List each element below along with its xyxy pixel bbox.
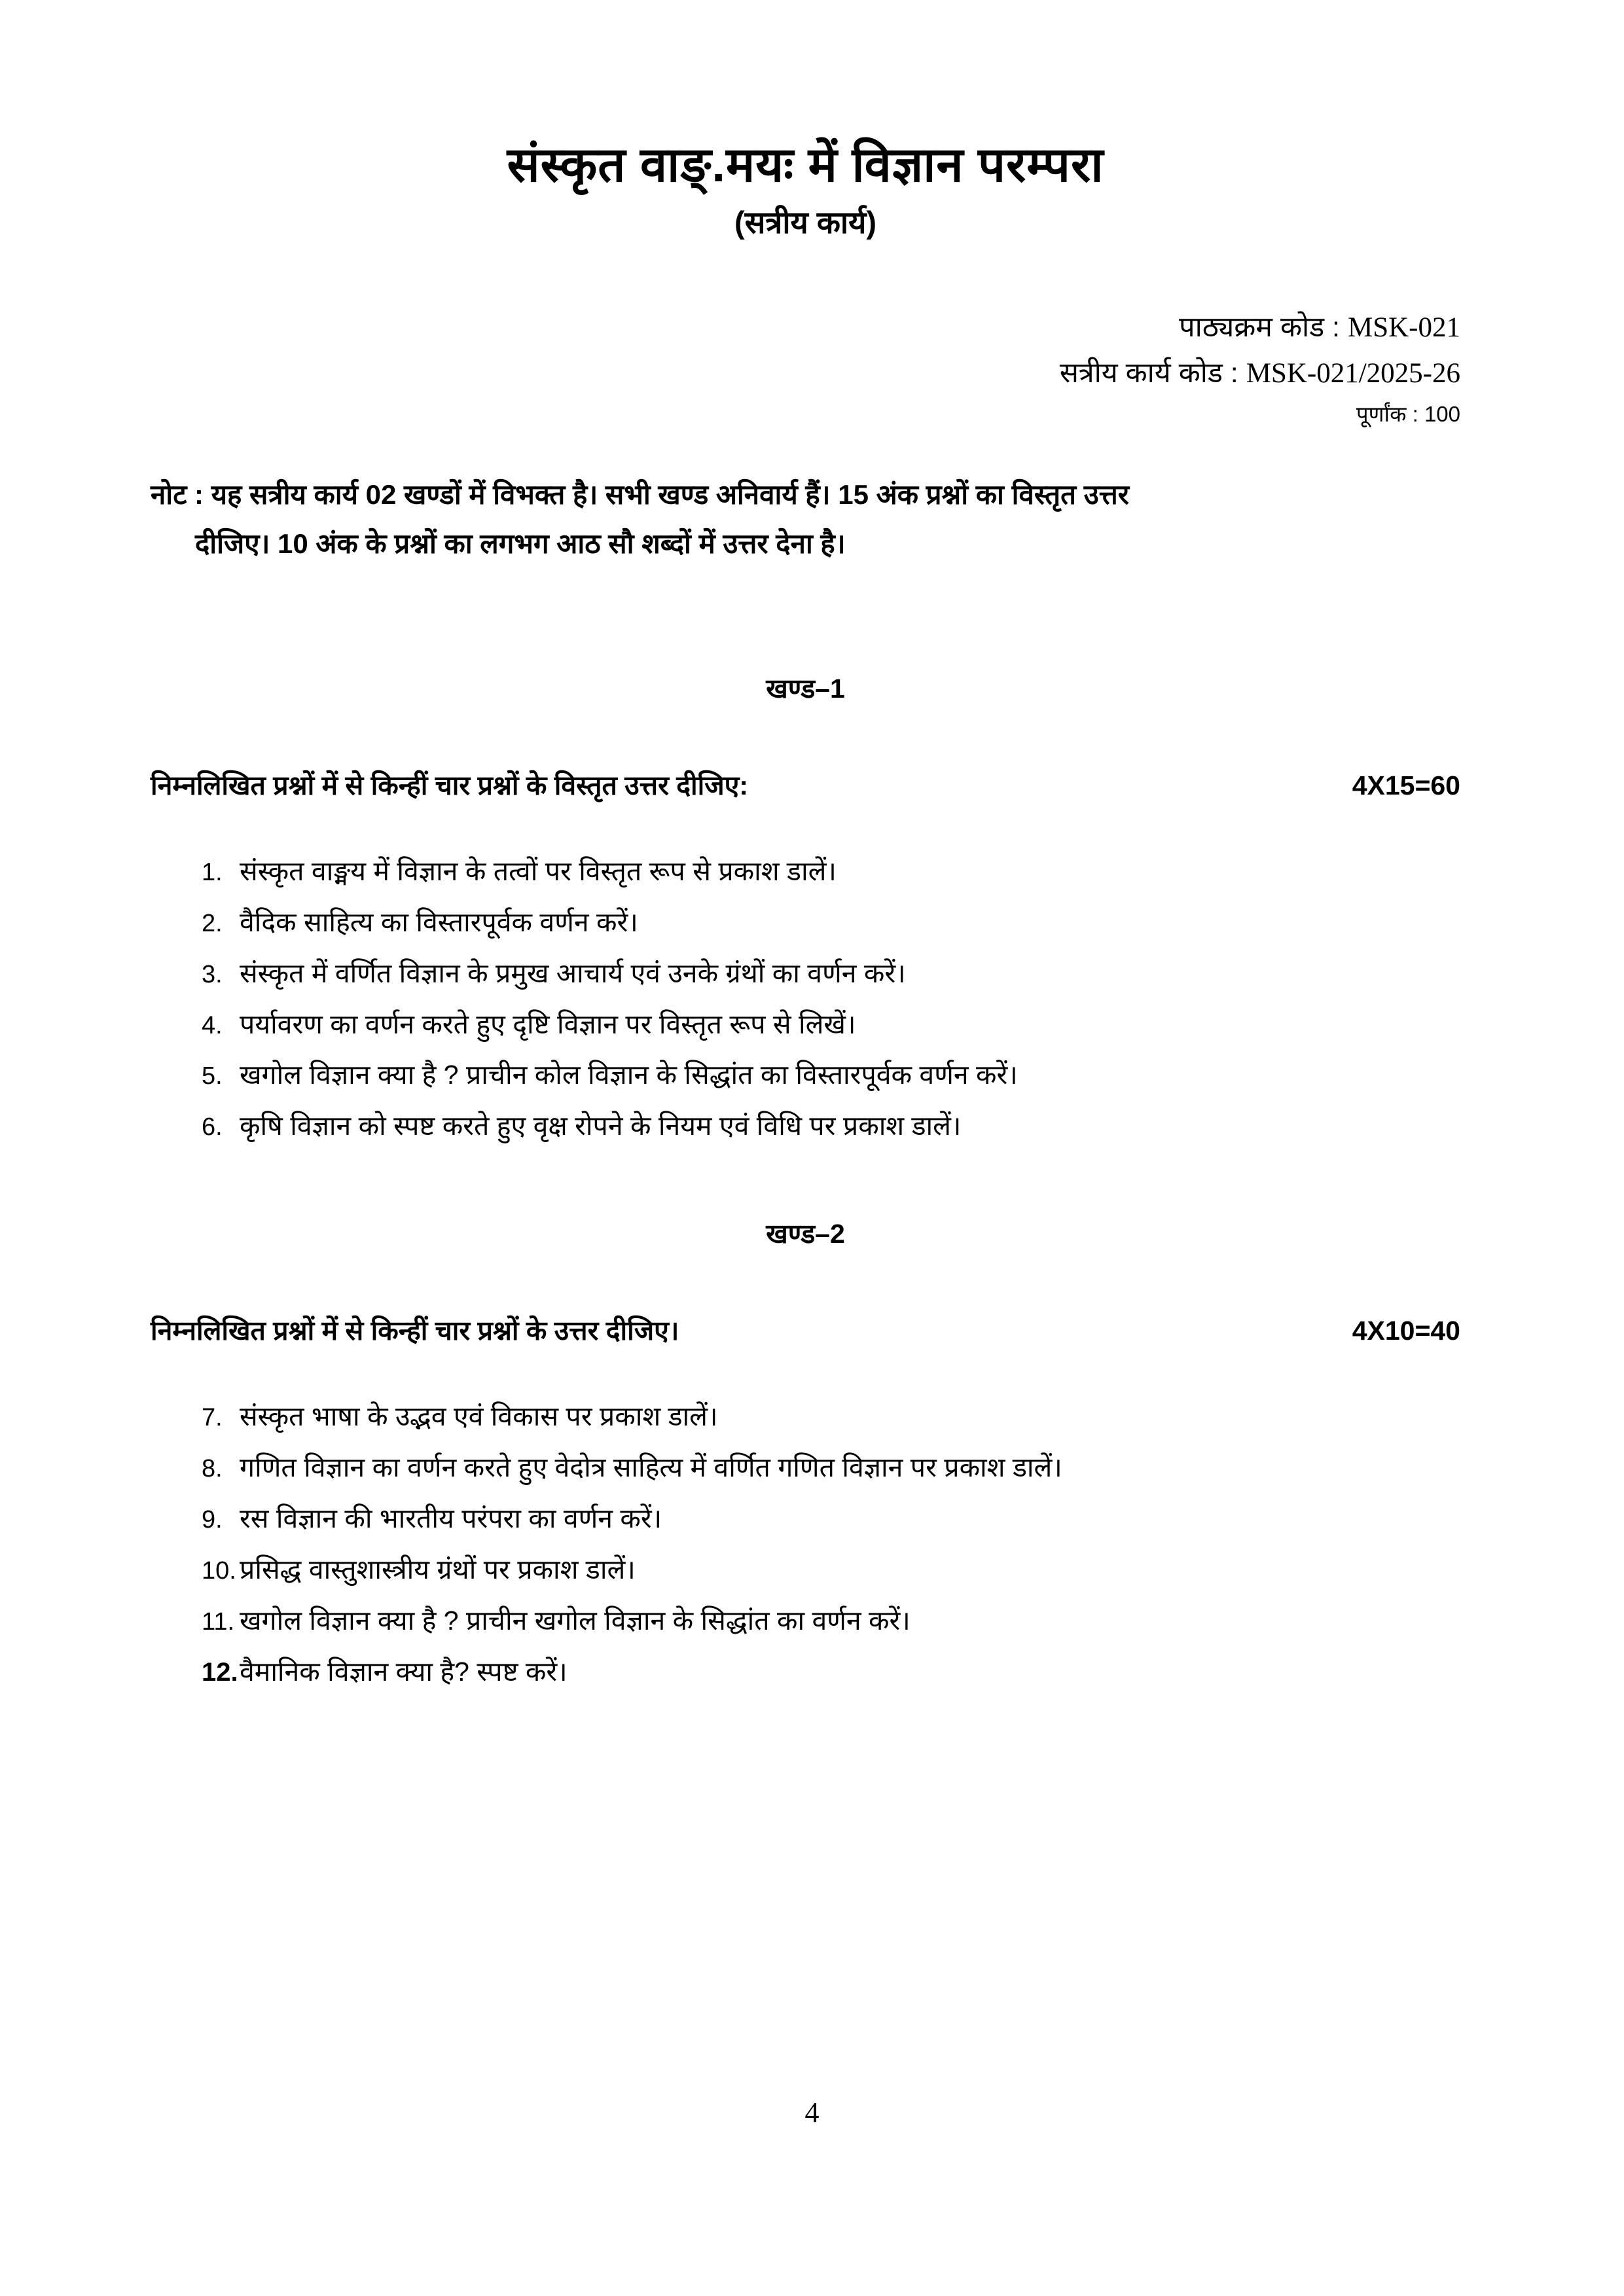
section-2-instruction: निम्नलिखित प्रश्नों में से किन्हीं चार प्रश्नों के उत्तर दीजिए। (151, 1316, 679, 1346)
max-marks-value: 100 (1424, 402, 1460, 427)
page-number: 4 (804, 2096, 820, 2128)
question-4 (202, 1010, 1460, 1040)
question-6-text: कृषि विज्ञान को स्पष्ट करते हुए वृक्ष रोपने के नियम एवं विधि पर प्रकाश डालें। (240, 1111, 962, 1141)
section-1-instruction: निम्नलिखित प्रश्नों में से किन्हीं चार प्रश्नों के विस्तृत उत्तर दीजिए: (151, 770, 748, 800)
section-2-question-list (202, 1402, 1460, 1687)
section-2-heading: खण्ड–2 (766, 1219, 845, 1249)
course-codes-block (151, 305, 1460, 396)
question-6 (202, 1111, 1460, 1141)
question-9 (202, 1504, 1460, 1534)
note-line-2: दीजिए। 10 अंक के प्रश्नों का लगभग आठ सौ शब्दों में उत्तर देना है। (195, 528, 846, 559)
note-block (151, 479, 1460, 560)
question-9-number: 9. (202, 1506, 223, 1534)
question-7 (202, 1402, 1460, 1432)
question-5-text: खगोल विज्ञान क्या है ? प्राचीन कोल विज्ञान के सिद्धांत का विस्तारपूर्वक वर्णन करें। (240, 1060, 1018, 1090)
question-8-text: गणित विज्ञान का वर्णन करते हुए वेदोत्र साहित्य में वर्णित गणित विज्ञान पर प्रकाश डालें। (240, 1452, 1062, 1483)
note-text-1: यह सत्रीय कार्य 02 खण्डों में विभक्त है। सभी खण्ड अनिवार्य हैं। 15 अंक प्रश्नों का विस्तृत उत्तर (211, 479, 1129, 511)
question-11-number: 11. (202, 1607, 235, 1636)
question-10-text: प्रसिद्ध वास्तुशास्त्रीय ग्रंथों पर प्रकाश डालें। (240, 1554, 636, 1585)
question-2-text: वैदिक साहित्य का विस्तारपूर्वक वर्णन करें। (240, 906, 638, 937)
question-5 (202, 1060, 1460, 1090)
question-10-number: 10. (202, 1556, 236, 1585)
max-marks-line (151, 399, 1460, 428)
section-2 (151, 1215, 1460, 1687)
question-3 (202, 959, 1460, 989)
note-line-1 (151, 479, 1460, 511)
section-1-instruction-row (151, 766, 1460, 803)
question-4-text: पर्यावरण का वर्णन करते हुए दृष्टि विज्ञान पर विस्तृत रूप से लिखें। (240, 1009, 856, 1039)
question-7-text: संस्कृत भाषा के उद्भव एवं विकास पर प्रकाश डालें। (240, 1401, 718, 1432)
question-3-text: संस्कृत में वर्णित विज्ञान के प्रमुख आचार्य एवं उनके ग्रंथों का वर्णन करें। (240, 958, 906, 988)
question-12-number: 12. (202, 1657, 238, 1687)
question-1-number: 1. (202, 858, 223, 886)
question-7-number: 7. (202, 1404, 223, 1432)
course-code-label: पाठ्यक्रम कोड : (1179, 311, 1341, 343)
section-1 (151, 670, 1460, 1141)
question-5-number: 5. (202, 1062, 223, 1090)
question-9-text: रस विज्ञान की भारतीय परंपरा का वर्णन करें। (240, 1503, 662, 1534)
section-1-marks: 4X15=60 (1352, 770, 1460, 800)
question-8-number: 8. (202, 1455, 223, 1483)
question-11 (202, 1606, 1460, 1636)
page-title: संस्कृत वाङ्.मयः में विज्ञान परम्परा (507, 137, 1104, 192)
assignment-code-label: सत्रीय कार्य कोड : (1059, 357, 1238, 389)
course-code-value: MSK-021 (1347, 312, 1460, 343)
question-4-number: 4. (202, 1011, 223, 1039)
section-2-marks: 4X10=40 (1352, 1316, 1460, 1346)
assignment-code-line (151, 351, 1460, 397)
max-marks-label: पूर्णांक : (1356, 402, 1418, 427)
assignment-code-value: MSK-021/2025-26 (1246, 357, 1460, 389)
question-11-text: खगोल विज्ञान क्या है ? प्राचीन खगोल विज्ञान के सिद्धांत का वर्णन करें। (240, 1605, 911, 1636)
question-6-number: 6. (202, 1113, 223, 1141)
question-10 (202, 1555, 1460, 1585)
question-12-text: वैमानिक विज्ञान क्या है? स्पष्ट करें। (240, 1656, 568, 1687)
section-1-heading: खण्ड–1 (766, 673, 845, 704)
question-1 (202, 857, 1460, 887)
question-2-number: 2. (202, 909, 223, 937)
question-8 (202, 1453, 1460, 1483)
section-1-question-list (202, 857, 1460, 1141)
question-1-text: संस्कृत वाङ्मय में विज्ञान के तत्वों पर विस्तृत रूप से प्रकाश डालें। (240, 855, 837, 886)
question-3-number: 3. (202, 960, 223, 988)
course-code-line (151, 305, 1460, 351)
question-2 (202, 908, 1460, 938)
question-12 (202, 1657, 1460, 1687)
section-2-instruction-row (151, 1312, 1460, 1348)
page-subtitle: (सत्रीय कार्य) (734, 204, 877, 240)
note-label: नोट : (151, 479, 204, 511)
